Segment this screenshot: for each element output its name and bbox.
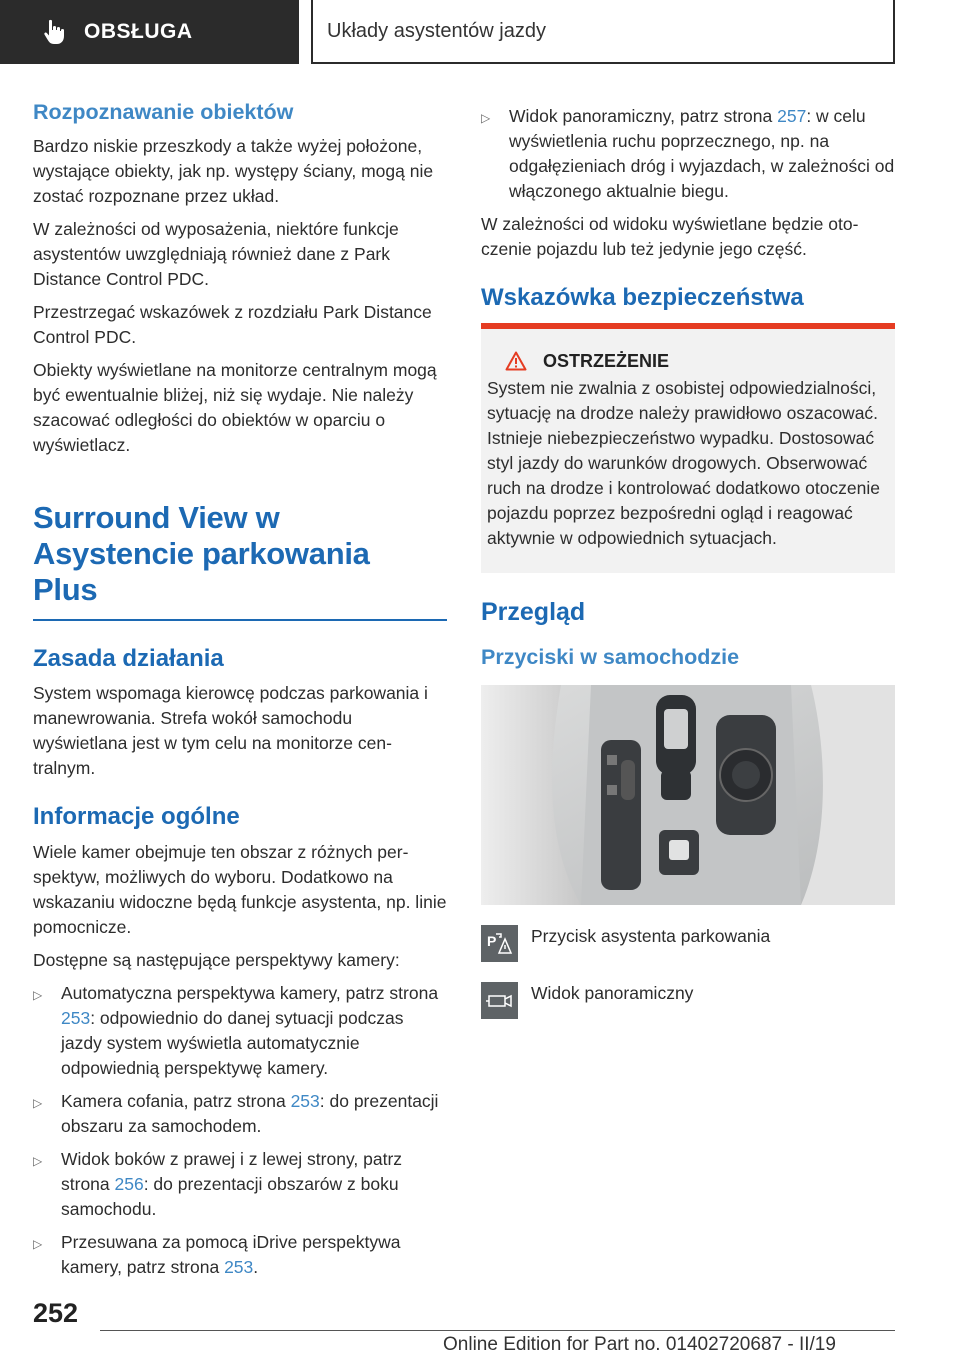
hand-pointer-icon xyxy=(40,17,70,47)
section-title-line: Plus xyxy=(33,572,98,608)
right-column xyxy=(481,104,895,1019)
triangle-bullet-icon: ▷ xyxy=(33,988,43,1003)
button-legend-label: Przycisk asystenta parkowania xyxy=(531,925,771,946)
section-title-line: Surround View w xyxy=(33,499,280,535)
footer-edition: Online Edition for Part no. 01402720687 - II/19 xyxy=(443,1334,836,1355)
parking-assistant-icon xyxy=(481,925,518,962)
warning-text: System nie zwalnia z osobistej odpowiedzialności, sytuację na drodze należy prawidłowo oszacować. Istnieje niebezpieczeństwo wypadku. Dostosować styl jazdy do warunków drogowych. Obserwować ruch na drodze i kontrolować dodatkowo otoczenie pojazdu poprzez bezpośredni ogląd i reagować aktywnie w odpowiednich sytuacjach. xyxy=(487,377,881,548)
center-console-illustration xyxy=(481,685,895,905)
warning-title: OSTRZEŻENIE xyxy=(487,351,889,372)
heading-overview: Przegląd xyxy=(481,597,586,626)
heading-safety-note: Wskazówka bezpieczeństwa xyxy=(481,284,804,311)
panorama-view-icon xyxy=(481,982,518,1019)
warning-triangle-icon xyxy=(505,351,527,371)
page-link[interactable]: 253 xyxy=(224,1257,254,1278)
triangle-bullet-icon: ▷ xyxy=(33,1154,43,1169)
page-link[interactable]: 253 xyxy=(290,1091,320,1112)
paragraph: Obiekty wyświetlane na monitorze centralnym mogą być ewentualnie bliżej, niż się wydaje. Nie należy szacować odległości do obiektów w oparciu o wyświetlacz. xyxy=(33,359,437,455)
paragraph: System wspomaga kierowcę podczas parkowania i manewrowania. Strefa wokół samochodu wyświetlana jest w tym celu na monitorze centralnym. xyxy=(33,683,428,779)
triangle-bullet-icon: ▷ xyxy=(33,1237,43,1252)
paragraph: W zależności od wyposażenia, niektóre funkcje asystentów uwzględniają również dane z Park Distance Control PDC. xyxy=(33,218,399,289)
page-link[interactable]: 257 xyxy=(777,106,807,126)
list-item: ▷ Kamera cofania, patrz strona 253: do prezentacji obszaru za samochodem. xyxy=(33,1089,447,1139)
triangle-bullet-icon: ▷ xyxy=(33,1096,43,1111)
heading-buttons-in-car: Przyciski w samochodzie xyxy=(481,644,740,669)
paragraph: W zależności od widoku wyświetlane będzie otoczenie pojazdu lub też jedynie jego część. xyxy=(481,214,859,259)
page-link[interactable]: 256 xyxy=(114,1174,144,1195)
section-tab-label: OBSŁUGA xyxy=(84,20,193,43)
chapter-title: Układy asystentów jazdy xyxy=(327,19,546,42)
paragraph: Dostępne są następujące perspektywy kamery: xyxy=(33,950,400,971)
button-legend-label: Widok panoramiczny xyxy=(531,982,694,1003)
section-tab xyxy=(0,0,299,64)
list-item: ▷ Przesuwana za pomocą iDrive perspektywa kamery, patrz strona 253. xyxy=(33,1230,447,1280)
paragraph: Wiele kamer obejmuje ten obszar z różnych perspektyw, możliwych do wyboru. Dodatkowo na wskazaniu widoczne będą funkcje asystenta, np. linie pomocnicze. xyxy=(33,842,447,938)
section-title xyxy=(33,500,447,609)
button-legend-row xyxy=(481,982,895,1019)
warning-box xyxy=(481,329,895,573)
heading-object-recognition: Rozpoznawanie obiektów xyxy=(33,100,294,124)
section-title-line: Asystencie parkowania xyxy=(33,536,370,572)
svg-text:P: P xyxy=(486,933,496,950)
section-divider xyxy=(33,619,447,621)
paragraph: Bardzo niskie przeszkody a także wyżej położone, wystające obiekty, jak np. występy ściany, mogą nie zostać rozpoznane przez układ. xyxy=(33,135,434,206)
button-legend-row xyxy=(481,925,895,962)
left-column xyxy=(33,100,447,1288)
footer-divider xyxy=(100,1330,895,1331)
page-link[interactable]: 253 xyxy=(61,1008,91,1029)
triangle-bullet-icon: ▷ xyxy=(481,111,491,125)
paragraph: Przestrzegać wskazówek z rozdziału Park Distance Control PDC. xyxy=(33,301,432,347)
list-item: ▷ Widok boków z prawej i z lewej strony, patrz strona 256: do prezentacji obszarów z boku samochodu. xyxy=(33,1147,447,1222)
heading-principle: Zasada działania xyxy=(33,644,224,672)
heading-general-info: Informacje ogólne xyxy=(33,803,240,831)
chapter-header xyxy=(311,0,895,64)
page-number: 252 xyxy=(33,1298,79,1328)
center-console-photo xyxy=(481,685,895,905)
list-item: ▷ Widok panoramiczny, patrz strona 257: w celu wyświetlenia ruchu poprzecznego, np. na odgałęzieniach dróg i wyjazdach, w zależności od włączonego aktualnie biegu. xyxy=(481,104,895,204)
list-item: ▷ Automatyczna perspektywa kamery, patrz strona 253: odpowiednio do danej sytuacji podczas jazdy system wyświetla automatycznie odpowiednią perspektywę kamery. xyxy=(33,981,447,1081)
